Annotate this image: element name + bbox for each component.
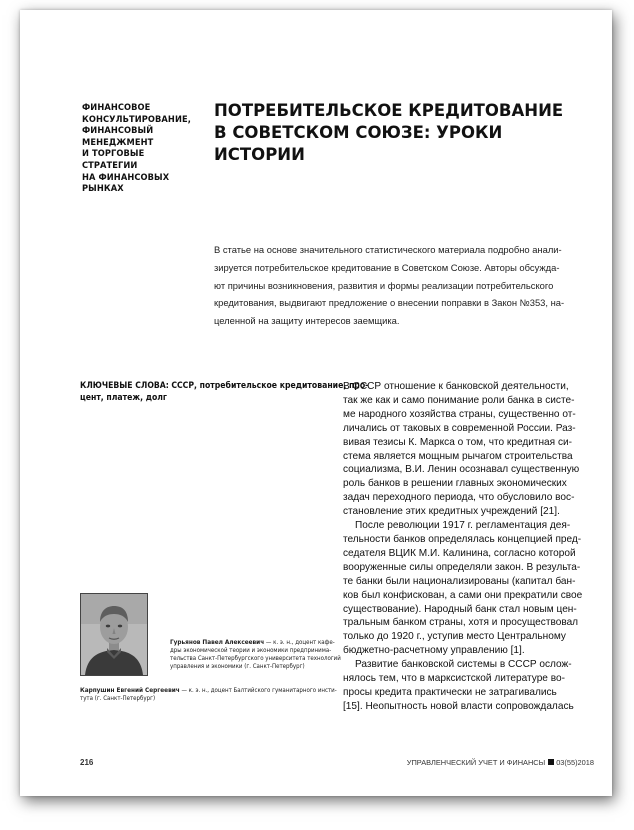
journal-name: УПРАВЛЕНЧЕСКИЙ УЧЕТ И ФИНАНСЫ	[406, 758, 546, 767]
article-title	[214, 100, 584, 166]
author-2-line: тута (г. Санкт-Петербург)	[80, 694, 156, 702]
journal-info	[407, 757, 594, 769]
author-1-line: тельства Санкт-Петербургского университета технологий	[170, 654, 341, 662]
body-line: существование). Народный банк стал новым цен-	[343, 603, 577, 615]
body-line: стема является мощным рычагом строительства	[343, 450, 573, 462]
section-heading-line: ФИНАНСОВОЕ	[82, 102, 151, 113]
body-line: вивая тезисы К. Маркса о том, что кредитная си-	[343, 436, 572, 448]
body-line: Развитие банковской системы в СССР ослож-	[355, 659, 572, 671]
abstract-line: В статье на основе значительного статистического материала подробно анали-	[214, 244, 562, 255]
section-heading-line: МЕНЕДЖМЕНТ	[82, 136, 154, 148]
section-heading	[82, 102, 192, 195]
body-line: [15]. Неопытность новой власти сопровождалась	[343, 700, 574, 712]
body-line: ме народного хозяйства страны, существенно от-	[343, 408, 576, 420]
body-line: нялось тем, что в марксистской литературе во-	[343, 673, 565, 685]
body-line: просы кредита практически не затрагивались	[343, 686, 557, 698]
author-2-bio	[80, 686, 337, 703]
body-line: роль банков в решении главных экономических	[343, 478, 567, 490]
keywords	[80, 381, 369, 404]
section-heading-line: КОНСУЛЬТИРОВАНИЕ,	[82, 113, 191, 125]
abstract-line: ют причины возникновения, развития и формы реализации потребительского	[214, 279, 554, 291]
keywords-label: КЛЮЧЕВЫЕ СЛОВА:	[80, 381, 169, 391]
body-line: ков был конфискован, а сами они прекратили свое	[343, 589, 583, 601]
section-heading-line: НА ФИНАНСОВЫХ	[82, 171, 170, 183]
author-1-text: — к. э. н., доцент кафе-	[265, 639, 335, 646]
author-2-name: Карпушин Евгений Сергеевич	[80, 686, 180, 694]
author-1-line: управления и экономики (г. Санкт-Петербург)	[170, 662, 305, 670]
body-line: В СССР отношение к банковской деятельности,	[343, 381, 569, 392]
page-number: 216	[80, 758, 94, 767]
body-line: становление этих кредитных учреждений [21].	[343, 506, 560, 518]
body-line: задач переходного периода, что обусловило вос-	[343, 492, 575, 504]
keywords-text: цент, платеж, долг	[80, 392, 167, 403]
square-bullet-icon	[548, 759, 554, 765]
body-line: только до 1920 г., уступив место Центральному	[343, 631, 566, 643]
body-line: вооруженные силы определяли закон. В результа-	[343, 561, 581, 573]
abstract-line: целенной на защиту интересов заемщика.	[214, 315, 400, 327]
body-line: личались от таковых в современной России. Раз-	[343, 422, 576, 434]
section-heading-line: РЫНКАХ	[82, 183, 124, 195]
author-2-text: — к. э. н., доцент Балтийского гуманитарного инсти-	[181, 687, 337, 694]
body-line: те банки были национализированы (капитал бан-	[343, 575, 576, 587]
body-line: тельности банков определялась концепцией пред-	[343, 533, 582, 545]
page-footer	[80, 757, 594, 769]
body-line: После революции 1917 г. регламентация дея-	[355, 520, 571, 532]
author-portrait-icon	[81, 594, 147, 675]
abstract-line: зируется потребительское кредитование в Советском Союзе. Авторы обсужда-	[214, 261, 560, 273]
author-1-line: дры экономической теории и экономики предпринима-	[170, 646, 332, 654]
abstract	[214, 241, 586, 330]
abstract-line: кредитования, выдвигают предложение о внесении поправки в Закон №353, на-	[214, 297, 565, 309]
body-line: седателя ВЦИК М.И. Калинина, согласно которой	[343, 547, 576, 559]
article-title-line-2: В СОВЕТСКОМ СОЮЗЕ: УРОКИ ИСТОРИИ	[214, 123, 503, 164]
keywords-line-2	[80, 393, 326, 405]
section-heading-line: ФИНАНСОВЫЙ	[82, 125, 154, 137]
keywords-line-1	[80, 381, 369, 393]
body-line: тральным банком страны, хотя и просуществовал	[343, 617, 579, 629]
article-body	[343, 380, 595, 714]
section-heading-line: И ТОРГОВЫЕ СТРАТЕГИИ	[82, 148, 145, 171]
journal-issue: 03(55)2018	[556, 758, 594, 767]
author-1-name: Гурьянов Павел Алексеевич	[170, 638, 265, 646]
author-1-line-1	[170, 638, 335, 647]
body-line: так же как и само понимание роли банка в систе-	[343, 394, 575, 406]
body-line: социализма, В.И. Ленин осознавал существенную	[343, 464, 580, 476]
author-photo	[80, 593, 148, 676]
author-1-bio	[170, 638, 341, 671]
journal-page	[20, 10, 612, 796]
article-title-line-1: ПОТРЕБИТЕЛЬСКОЕ КРЕДИТОВАНИЕ	[214, 101, 564, 120]
body-line: бюджетно-расчетному управлению [1].	[343, 645, 525, 657]
keywords-text: СССР, потребительское кредитование, про-	[171, 381, 369, 391]
author-2-line-1	[80, 686, 337, 695]
